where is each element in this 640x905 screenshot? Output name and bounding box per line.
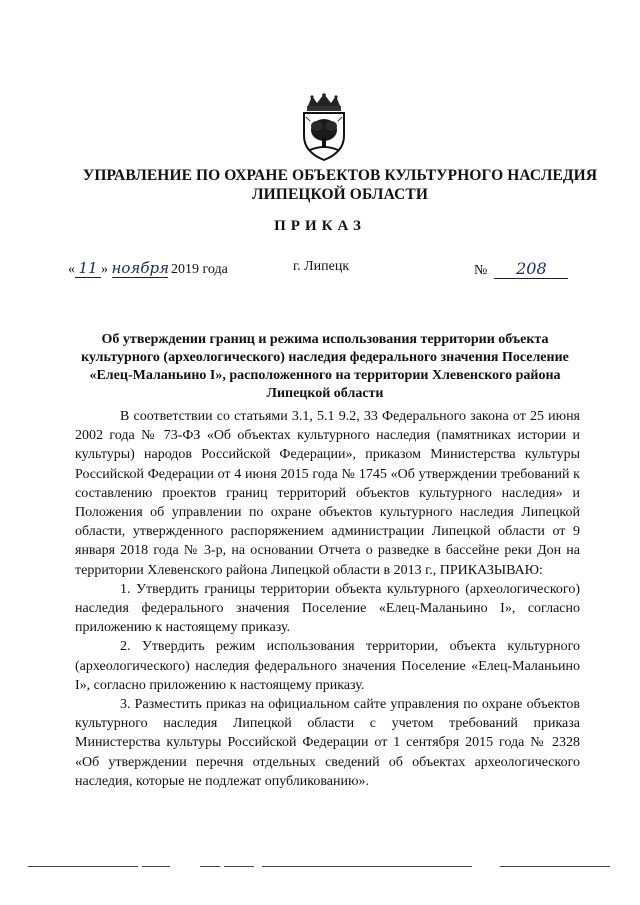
footer-line bbox=[200, 866, 220, 867]
order-body bbox=[75, 407, 580, 791]
subject-line-1: Об утверждении границ и режима использования территории объекта bbox=[101, 332, 549, 347]
order-date bbox=[68, 259, 228, 278]
footer-line bbox=[28, 866, 138, 867]
footer-line bbox=[224, 866, 254, 867]
subject-line-2: культурного (археологического) наследия федерального значения Поселение bbox=[81, 350, 569, 365]
handwritten-day: 11 bbox=[75, 259, 101, 278]
order-meta-row bbox=[0, 259, 640, 283]
footer-line bbox=[142, 866, 170, 867]
preamble-paragraph: В соответствии со статьями 3.1, 5.1 9.2, 33 Федерального закона от 25 июня 2002 года № 73-ФЗ «Об объектах культурного наследия (памятниках истории и культуры) народов Российской Федерации», приказом Министерства культуры Российской Федерации от 4 июня 2015 года № 1745 «Об утверждении требований к составлению проектов границ территорий объектов культурного наследия» и Положения об управлении по охране объектов культурного наследия Липецкой области, утвержденного распоряжением администрации Липецкой области от 9 января 2018 года № 3-р, на основании Отчета о разведке в бассейне реки Дон на территории Хлевенского района Липецкой области в 2013 г., ПРИКАЗЫВАЮ: bbox=[75, 409, 580, 578]
handwritten-number: 208 bbox=[494, 259, 568, 279]
org-line-2: ЛИПЕЦКОЙ ОБЛАСТИ bbox=[252, 186, 428, 203]
footer-line bbox=[500, 866, 610, 867]
item-1-paragraph: 1. Утвердить границы территории объекта культурного (археологического) наследия федерального значения Поселение «Елец-Маланьино I», согласно приложению к настоящему приказу. bbox=[75, 581, 580, 636]
item-3-paragraph: 3. Разместить приказ на официальном сайте управления по охране объектов культурного наследия Липецкой области с учетом требований приказа Министерства культуры Российской Федерации от 1 сентября 2015 года № 2328 «Об утверждении перечня отдельных сведений об объектах археологического наследия, которые не подлежат опубликованию». bbox=[75, 697, 580, 789]
footer-scan-lines bbox=[0, 862, 640, 872]
order-title: ПРИКАЗ bbox=[274, 218, 366, 234]
date-quote-close: » bbox=[101, 262, 108, 277]
date-quote-open: « bbox=[68, 262, 75, 277]
organization-name bbox=[60, 166, 620, 204]
handwritten-month: ноября bbox=[111, 259, 170, 277]
footer-line bbox=[262, 866, 472, 867]
number-sign: № bbox=[474, 263, 488, 278]
date-year: 2019 года bbox=[171, 262, 228, 277]
item-2-paragraph: 2. Утвердить режим использования территории, объекта культурного (археологического) наследия федерального значения Поселение «Елец-Маланьино I», согласно приложению к настоящему приказу. bbox=[75, 639, 580, 693]
coat-of-arms-icon bbox=[296, 92, 352, 162]
subject-line-3: «Елец-Маланьино I», расположенного на территории Хлевенского района bbox=[89, 368, 561, 383]
order-number bbox=[474, 259, 568, 279]
order-subject bbox=[70, 331, 580, 403]
order-city: г. Липецк bbox=[293, 259, 350, 274]
subject-line-4: Липецкой области bbox=[266, 386, 384, 401]
org-line-1: УПРАВЛЕНИЕ ПО ОХРАНЕ ОБЪЕКТОВ КУЛЬТУРНОГО НАСЛЕДИЯ bbox=[82, 167, 598, 184]
